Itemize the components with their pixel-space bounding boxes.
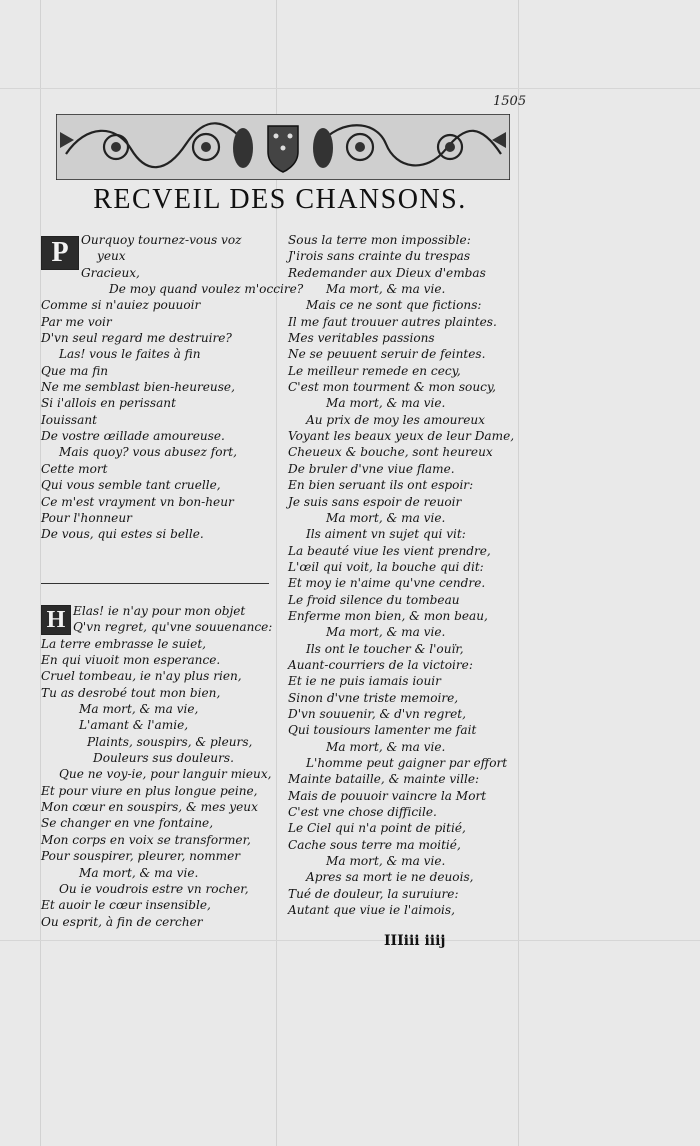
verse-line: Ma mort, & ma vie. <box>326 854 446 869</box>
verse-line: J'irois sans crainte du trespas <box>288 249 471 264</box>
verse-line: Au prix de moy les amoureux <box>306 412 485 427</box>
verse-line: Se changer en vne fontaine, <box>41 816 214 831</box>
verse-line: Sinon d'vne triste memoire, <box>288 690 459 705</box>
verse-line: En bien seruant ils ont espoir: <box>288 478 474 493</box>
verse-line: yeux <box>97 249 126 264</box>
grid-line <box>40 0 41 1146</box>
verse-line: Et ie ne puis iamais iouir <box>288 674 441 689</box>
verse-line: Il me faut trouuer autres plaintes. <box>288 314 497 329</box>
verse-line: Cache sous terre ma moitié, <box>288 837 461 852</box>
verse-line: Que ne voy-ie, pour languir mieux, <box>59 767 272 782</box>
verse-line: Le Ciel qui n'a point de pitié, <box>288 821 466 836</box>
verse-line: L'homme peut gaigner par effort <box>306 756 508 770</box>
verse-line: Mes veritables passions <box>288 331 435 346</box>
verse-line: De vostre œillade amoureuse. <box>41 429 225 444</box>
verse-line: Cruel tombeau, ie n'ay plus rien, <box>41 669 242 684</box>
drop-cap-initial: P <box>41 236 79 270</box>
verse-line: Ils aiment vn sujet qui vit: <box>306 527 466 542</box>
verse-line: Q'vn regret, qu'vne souuenance: <box>73 620 273 635</box>
grid-line <box>0 940 700 941</box>
song-one <box>41 232 303 543</box>
verse-line: Tu as desrobé tout mon bien, <box>41 685 221 700</box>
verse-line: Que ma fin <box>41 363 109 378</box>
verse-line: Ne se peuuent seruir de feintes. <box>288 347 486 362</box>
verse-line: Enferme mon bien, & mon beau, <box>288 608 488 623</box>
verse-line: La terre embrasse le suiet, <box>41 636 207 651</box>
verse-line: Je suis sans espoir de reuoir <box>288 494 462 509</box>
verse-line: Mon cœur en souspirs, & mes yeux <box>41 800 258 815</box>
verse-line: Ourquoy tournez-vous voz <box>81 233 242 247</box>
verse-line: Ou ie voudrois estre vn rocher, <box>59 881 249 896</box>
verse-line: D'vn souuenir, & d'vn regret, <box>288 706 466 721</box>
verse-line: Mais ce ne sont que fictions: <box>306 298 482 313</box>
verse-line: Ma mort, & ma vie. <box>326 739 446 754</box>
verse-line: Iouissant <box>41 412 97 427</box>
verse-line: De moy quand voulez m'occire? <box>109 282 304 297</box>
verse-line: Et auoir le cœur insensible, <box>41 898 211 913</box>
verse-line: De vous, qui estes si belle. <box>41 527 204 542</box>
verse-line: Apres sa mort ie ne deuois, <box>306 870 474 885</box>
verse-line: Mais quoy? vous abusez fort, <box>59 445 237 460</box>
verse-line: Auant-courriers de la victoire: <box>288 657 473 672</box>
verse-line: Voyant les beaux yeux de leur Dame, <box>288 429 515 444</box>
page-number: 1505 <box>493 94 527 109</box>
verse-line: Qui vous semble tant cruelle, <box>41 478 221 493</box>
verse-line: Ma mort, & ma vie. <box>326 625 446 640</box>
verse-line: Plaints, souspirs, & pleurs, <box>87 734 253 749</box>
verse-line: Mais de pouuoir vaincre la Mort <box>288 788 487 803</box>
verse-line: Pour souspirer, pleurer, nommer <box>41 849 241 864</box>
verse-line: C'est vne chose difficile. <box>288 805 437 820</box>
verse-line: D'vn seul regard me destruire? <box>41 331 232 346</box>
verse-line: Ma mort, & ma vie. <box>326 282 446 297</box>
verse-line: Ma mort, & ma vie, <box>79 702 199 717</box>
verse-line: L'amant & l'amie, <box>79 718 189 733</box>
verse-line: Mainte bataille, & mainte ville: <box>288 772 480 787</box>
verse-line: Mon corps en voix se transformer, <box>41 832 251 847</box>
verse-line: De bruler d'vne viue flame. <box>288 461 455 476</box>
verse-line: Tué de douleur, la suruiure: <box>288 886 459 901</box>
verse-line: Qui tousiours lamenter me fait <box>288 723 477 738</box>
verse-line: Sous la terre mon impossible: <box>288 233 471 247</box>
verse-line: Ma mort, & ma vie. <box>79 865 199 880</box>
verse-line: Ou esprit, à fin de cercher <box>41 914 203 929</box>
song-two-continued <box>288 232 514 918</box>
drop-cap-initial: H <box>41 605 71 635</box>
verse-line: Le froid silence du tombeau <box>288 592 460 607</box>
verse-line: C'est mon tourment & mon soucy, <box>288 380 496 395</box>
verse-line: Ma mort, & ma vie. <box>326 510 446 525</box>
verse-line: Le meilleur remede en cecy, <box>288 363 461 378</box>
verse-line: Ce m'est vrayment vn bon-heur <box>41 494 234 509</box>
verse-line: Ma mort, & ma vie. <box>326 396 446 411</box>
ornamental-header-band <box>56 114 510 180</box>
verse-line: Cheueux & bouche, sont heureux <box>288 445 493 460</box>
verse-line: Et moy ie n'aime qu'vne cendre. <box>288 576 486 591</box>
signature-mark: IIIiii iiij <box>384 933 446 949</box>
verse-line: Las! vous le faites à fin <box>59 347 201 362</box>
verse-line: Elas! ie n'ay pour mon objet <box>73 604 246 618</box>
section-divider <box>41 583 269 584</box>
verse-line: Douleurs sus douleurs. <box>93 751 234 766</box>
verse-line: L'œil qui voit, la bouche qui dit: <box>288 559 484 574</box>
grid-line <box>0 88 700 89</box>
verse-line: En qui viuoit mon esperance. <box>41 653 221 668</box>
verse-line: Si i'allois en perissant <box>41 396 176 411</box>
song-two <box>41 603 272 930</box>
verse-line: Ne me semblast bien-heureuse, <box>41 380 235 395</box>
verse-line: Autant que viue ie l'aimois, <box>288 903 455 918</box>
grid-line <box>518 0 519 1146</box>
verse-line: Gracieux, <box>81 265 140 280</box>
verse-line: Par me voir <box>41 314 112 329</box>
verse-line: Ils ont le toucher & l'ouïr, <box>306 641 464 656</box>
page-title: RECVEIL DES CHANSONS. <box>93 184 467 215</box>
verse-line: Cette mort <box>41 461 108 476</box>
verse-line: Et pour viure en plus longue peine, <box>41 783 258 798</box>
verse-line: Comme si n'auiez pouuoir <box>41 298 201 313</box>
verse-line: Redemander aux Dieux d'embas <box>288 265 486 280</box>
verse-line: La beauté viue les vient prendre, <box>288 543 491 558</box>
verse-line: Pour l'honneur <box>41 510 132 525</box>
